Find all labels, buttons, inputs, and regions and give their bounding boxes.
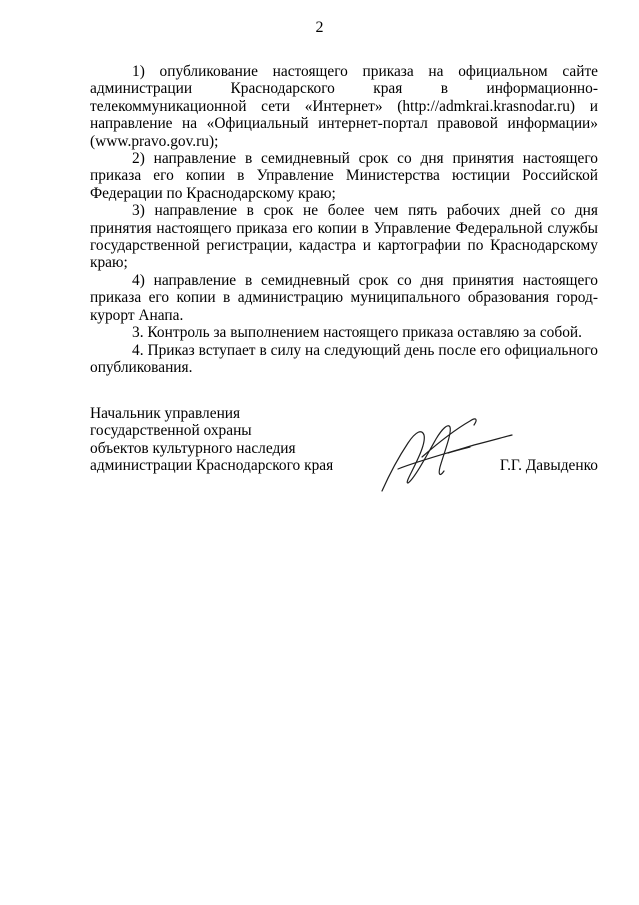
page-number: 2 <box>315 19 324 36</box>
paragraph-item-2: 2) направление в семидневный срок со дня принятия настоящего приказа его копии в Управление Министерства юстиции Российской Федерации по Краснодарскому краю; <box>90 150 598 202</box>
signer-position-line-3: объектов культурного наследия <box>90 439 296 457</box>
paragraph-item-3: 3) направление в срок не более чем пять рабочих дней со дня принятия настоящего приказа его копии в Управление Федеральной службы государственной регистрации, кадастра и картографии по Краснодарскому краю; <box>90 202 598 272</box>
document-body <box>90 63 598 376</box>
paragraph-control: 3. Контроль за выполнением настоящего приказа оставляю за собой. <box>132 324 582 342</box>
paragraph-item-4: 4) направление в семидневный срок со дня принятия настоящего приказа его копии в администрацию муниципального образования город-курорт Анапа. <box>90 271 598 324</box>
signature-block <box>90 405 598 495</box>
signer-name: Г.Г. Давыденко <box>499 457 598 474</box>
signer-position-line-4: администрации Краснодарского края <box>90 457 334 475</box>
paragraph-effective-date: 4. Приказ вступает в силу на следующий день после его официального опубликования. <box>90 341 598 376</box>
signer-position-line-1: Начальник управления <box>90 405 241 422</box>
signer-position-line-2: государственной охраны <box>90 422 252 440</box>
signer-position <box>90 405 333 475</box>
handwritten-signature <box>378 413 518 495</box>
paragraph-item-1: 1) опубликование настоящего приказа на официальном сайте администрации Краснодарского края в информационно-телекоммуникационной сети «Интернет» (http://admkrai.krasnodar.ru) и направление на «Официальный интернет-портал правовой информации» (www.pravo.gov.ru); <box>90 63 598 150</box>
